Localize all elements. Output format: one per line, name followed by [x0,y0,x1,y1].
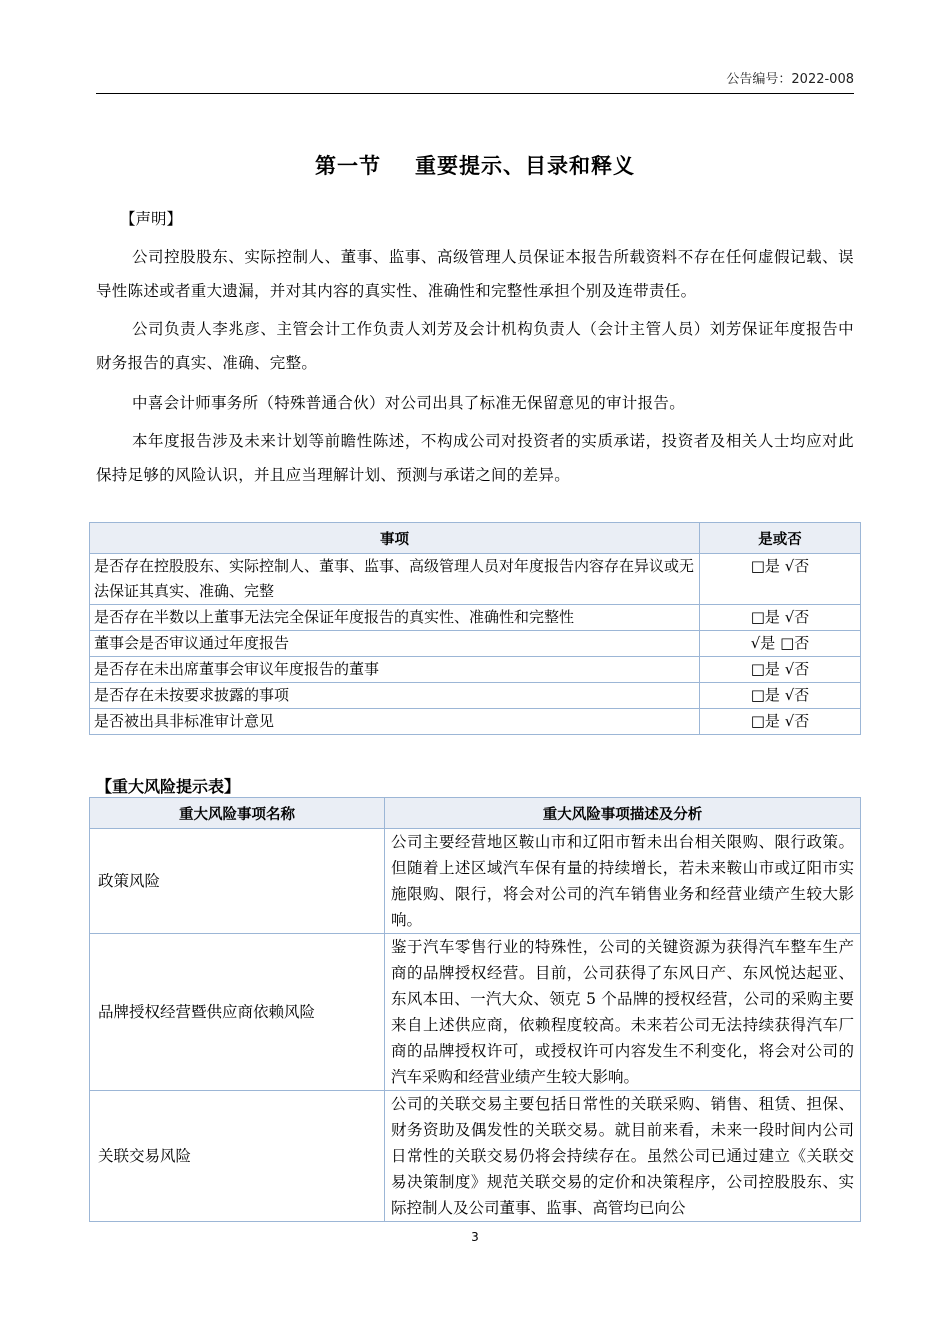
risk-desc-cell: 鉴于汽车零售行业的特殊性，公司的关键资源为获得汽车整车生产商的品牌授权经营。目前，公司获得了东风日产、东风悦达起亚、东风本田、一汽大众、领克 5 个品牌的授权经营，公司的采购主要来自上述供应商，依赖程度较高。未来若公司无法持续获得汽车厂商的品牌授权许可，或授权许可内容发生不利变化，将会对公司的汽车采购和经营业绩产生较大影响。 [385,934,861,1091]
answer-cell: □是 √否 [700,605,861,631]
risk-name-cell: 关联交易风险 [90,1091,385,1222]
risk-name-cell: 政策风险 [90,829,385,934]
table-row [90,605,861,631]
table-row [90,683,861,709]
declaration-paragraph: 中喜会计师事务所（特殊普通合伙）对公司出具了标准无保留意见的审计报告。 [132,394,686,412]
declaration-table [89,522,861,735]
table-header-row [90,798,861,829]
item-cell: 是否存在未出席董事会审议年度报告的董事 [90,657,700,683]
item-cell: 是否存在半数以上董事无法完全保证年度报告的真实性、准确性和完整性 [90,605,700,631]
declaration-paragraph: 公司控股股东、实际控制人、董事、监事、高级管理人员保证本报告所载资料不存在任何虚假记载、误导性陈述或者重大遗漏，并对其内容的真实性、准确性和完整性承担个别及连带责任。 [96,248,854,300]
risk-desc-cell: 公司主要经营地区鞍山市和辽阳市暂未出台相关限购、限行政策。但随着上述区域汽车保有量的持续增长，若未来鞍山市或辽阳市实施限购、限行，将会对公司的汽车销售业务和经营业绩产生较大影响。 [385,829,861,934]
table-row [90,1091,861,1222]
column-header: 重大风险事项名称 [90,798,385,829]
declaration-paragraph: 公司负责人李兆彦、主管会计工作负责人刘芳及会计机构负责人（会计主管人员）刘芳保证年度报告中财务报告的真实、准确、完整。 [96,320,854,372]
table-row [90,631,861,657]
risk-desc-cell: 公司的关联交易主要包括日常性的关联采购、销售、租赁、担保、财务资助及偶发性的关联交易。就目前来看，未来一段时间内公司日常性的关联交易仍将会持续存在。虽然公司已通过建立《关联交易决策制度》规范关联交易的定价和决策程序，公司控股股东、实际控制人及公司董事、监事、高管均已向公 [385,1091,861,1222]
table-row [90,709,861,735]
answer-cell: □是 √否 [700,554,861,605]
risk-name-cell: 品牌授权经营暨供应商依赖风险 [90,934,385,1091]
section-number: 第一节 [315,154,381,178]
risk-table [89,797,861,1222]
item-cell: 是否存在未按要求披露的事项 [90,683,700,709]
declaration-paragraph: 本年度报告涉及未来计划等前瞻性陈述，不构成公司对投资者的实质承诺，投资者及相关人士均应对此保持足够的风险认识，并且应当理解计划、预测与承诺之间的差异。 [96,432,854,484]
table-row [90,934,861,1091]
answer-cell: □是 √否 [700,683,861,709]
risk-table-heading: 【重大风险提示表】 [96,777,241,796]
declaration-heading: 【声明】 [120,210,183,228]
answer-cell: □是 √否 [700,657,861,683]
page-number: 3 [471,1230,479,1244]
section-title [0,150,950,180]
column-header: 事项 [90,523,700,554]
answer-cell: √是 □否 [700,631,861,657]
item-cell: 是否存在控股股东、实际控制人、董事、监事、高级管理人员对年度报告内容存在异议或无法保证其真实、准确、完整 [90,554,700,605]
column-header: 重大风险事项描述及分析 [385,798,861,829]
item-cell: 是否被出具非标准审计意见 [90,709,700,735]
table-header-row [90,523,861,554]
item-cell: 董事会是否审议通过年度报告 [90,631,700,657]
column-header: 是或否 [700,523,861,554]
table-row [90,554,861,605]
section-heading: 重要提示、目录和释义 [415,154,635,178]
table-row [90,829,861,934]
answer-cell: □是 √否 [700,709,861,735]
table-row [90,657,861,683]
announcement-number: 公告编号：2022-008 [96,68,854,94]
